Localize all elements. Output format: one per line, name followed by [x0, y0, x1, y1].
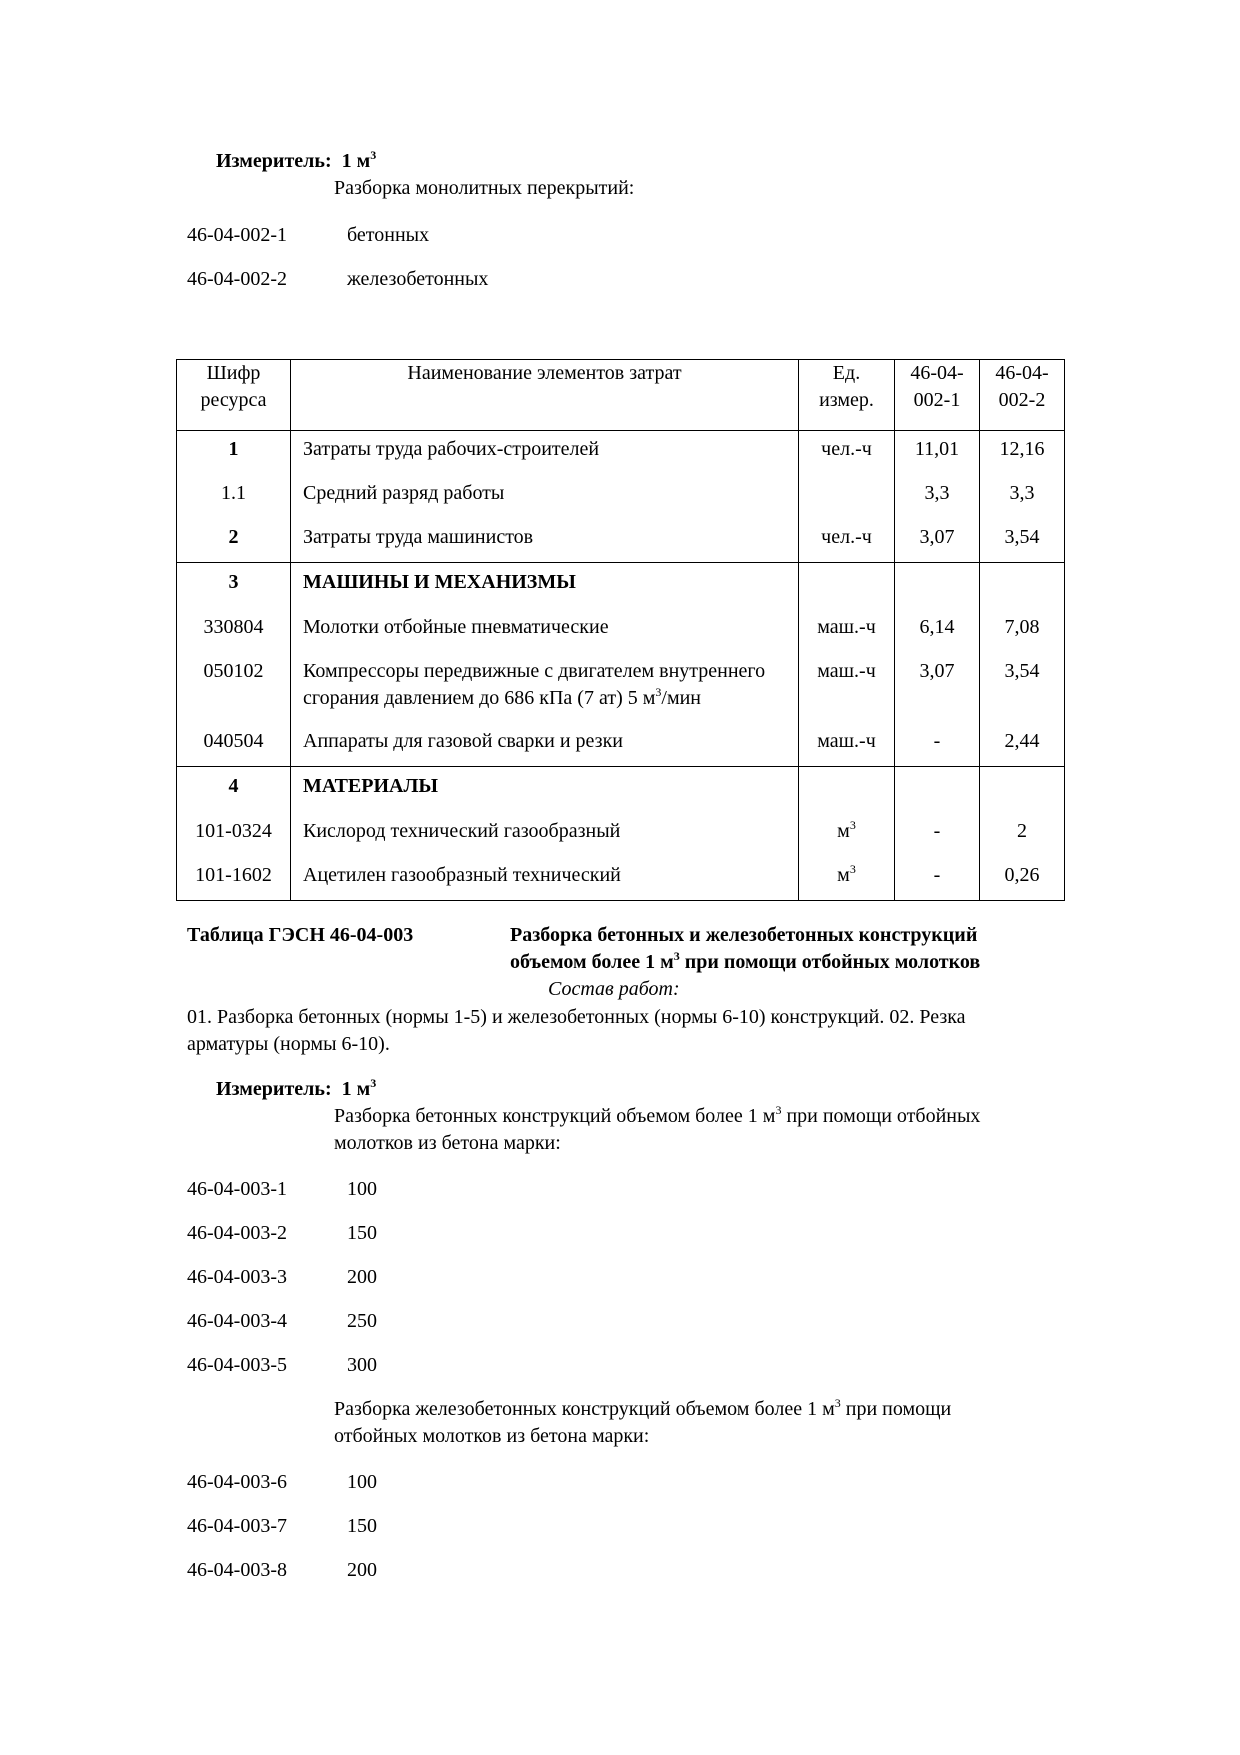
measure-value: 1 м [341, 150, 371, 172]
norm-value: 250 [347, 1310, 377, 1332]
norm-code: 46-04-002-1 [187, 224, 287, 246]
group2-text: Разборка железобетонных конструкций объемом более 1 м [334, 1398, 835, 1420]
header-unit-line: Ед. [832, 362, 861, 384]
cell-value-2: 12,16 [980, 431, 1065, 475]
cell-unit [799, 475, 895, 519]
cell-unit-text: м [837, 863, 850, 886]
header-name: Наименование элементов затрат [291, 360, 799, 431]
cell-value-1: 3,07 [895, 653, 980, 723]
cell-code: 050102 [177, 653, 291, 723]
table-row [177, 519, 1065, 563]
norm-value: 200 [347, 1266, 377, 1288]
cell-name: Средний разряд работы [291, 475, 799, 519]
header-unit [799, 360, 895, 431]
cell-value-2: 3,54 [980, 519, 1065, 563]
table-header-row [177, 360, 1065, 431]
title-tail: при помощи отбойных молотков [679, 951, 981, 973]
cell-name-sup: 3 [655, 684, 662, 699]
cell-value-2: 3,3 [980, 475, 1065, 519]
measure-line-2 [216, 1076, 376, 1103]
table-title-line-1: Разборка бетонных и железобетонных конструкций [510, 924, 978, 946]
cell-name: МАШИНЫ И МЕХАНИЗМЫ [291, 563, 799, 609]
cell-value-2: 2,44 [980, 723, 1065, 767]
group1-title-line-2: молотков из бетона марки: [334, 1132, 561, 1154]
norm-code: 46-04-003-5 [187, 1354, 287, 1376]
measure-sup: 3 [370, 148, 377, 162]
group1-tail: при помощи отбойных [781, 1105, 981, 1127]
table-row [177, 475, 1065, 519]
group1-sup: 3 [775, 1103, 782, 1117]
cell-code: 4 [177, 767, 291, 813]
norm-code: 46-04-003-6 [187, 1471, 287, 1493]
norm-code: 46-04-003-3 [187, 1266, 287, 1288]
table-row [177, 723, 1065, 767]
cell-value-2 [980, 563, 1065, 609]
cell-unit: маш.-ч [799, 723, 895, 767]
header-unit-line: измер. [819, 389, 874, 411]
cell-name-tail: /мин [661, 686, 702, 709]
norm-value: 150 [347, 1515, 377, 1537]
measure-label: Измеритель: [216, 1078, 332, 1100]
norm-value: 100 [347, 1178, 377, 1200]
composition-line-1: 01. Разборка бетонных (нормы 1-5) и железобетонных (нормы 6-10) конструкций. 02. Резка [187, 1006, 966, 1028]
cell-value-2: 0,26 [980, 857, 1065, 901]
norm-code: 46-04-003-1 [187, 1178, 287, 1200]
cell-name: Кислород технический газообразный [291, 813, 799, 857]
cell-value-1 [895, 767, 980, 813]
cell-value-2 [980, 767, 1065, 813]
measure-line-1 [216, 148, 376, 175]
table-title-line-2 [510, 949, 980, 976]
cell-name-text: Компрессоры передвижные с двигателем внутреннего сгорания давлением до 686 кПа (7 ат) 5 м [303, 659, 766, 709]
header-code-line: ресурса [200, 389, 267, 411]
cell-code: 040504 [177, 723, 291, 767]
table-row [177, 653, 1065, 723]
norm-code: 46-04-003-8 [187, 1559, 287, 1581]
cell-value-2: 7,08 [980, 609, 1065, 653]
cell-name [291, 653, 799, 723]
header-col1-line: 46-04- [910, 362, 964, 384]
cell-code: 101-0324 [177, 813, 291, 857]
norm-name: железобетонных [347, 268, 489, 290]
norm-code: 46-04-003-2 [187, 1222, 287, 1244]
cell-unit-text: м [837, 819, 850, 842]
composition-label: Состав работ: [548, 978, 680, 1000]
group2-sup: 3 [834, 1396, 841, 1410]
table-row [177, 563, 1065, 609]
cell-unit: чел.-ч [799, 431, 895, 475]
cell-value-1: 11,01 [895, 431, 980, 475]
group1-title-line-1 [334, 1103, 980, 1130]
cell-unit [799, 563, 895, 609]
norm-code: 46-04-003-4 [187, 1310, 287, 1332]
table-row [177, 767, 1065, 813]
cell-unit [799, 813, 895, 857]
cell-name: Молотки отбойные пневматические [291, 609, 799, 653]
cell-unit-sup: 3 [849, 861, 856, 876]
norm-name: бетонных [347, 224, 430, 246]
norm-value: 300 [347, 1354, 377, 1376]
norm-value: 200 [347, 1559, 377, 1581]
header-col1 [895, 360, 980, 431]
cell-name: Затраты труда рабочих-строителей [291, 431, 799, 475]
header-col2-line: 002-2 [998, 389, 1046, 411]
cell-code: 1.1 [177, 475, 291, 519]
measure-value: 1 м [341, 1078, 371, 1100]
section1-title: Разборка монолитных перекрытий: [334, 177, 635, 199]
cell-value-2: 3,54 [980, 653, 1065, 723]
resource-table [176, 359, 1065, 901]
cell-unit [799, 857, 895, 901]
table-row [177, 813, 1065, 857]
cell-code: 101-1602 [177, 857, 291, 901]
cell-unit: маш.-ч [799, 653, 895, 723]
cell-unit [799, 767, 895, 813]
cell-code: 330804 [177, 609, 291, 653]
group2-tail: при помощи [840, 1398, 952, 1420]
norm-code: 46-04-002-2 [187, 268, 287, 290]
cell-name: Затраты труда машинистов [291, 519, 799, 563]
title-text: объемом более 1 м [510, 951, 674, 973]
header-code [177, 360, 291, 431]
table-label: Таблица ГЭСН 46-04-003 [187, 924, 414, 946]
cell-code: 2 [177, 519, 291, 563]
cell-value-1 [895, 563, 980, 609]
header-col2 [980, 360, 1065, 431]
cell-value-1: - [895, 813, 980, 857]
cell-unit: чел.-ч [799, 519, 895, 563]
cell-value-1: - [895, 723, 980, 767]
cell-value-1: 3,07 [895, 519, 980, 563]
title-sup: 3 [673, 949, 680, 963]
norm-value: 150 [347, 1222, 377, 1244]
table-row [177, 609, 1065, 653]
group2-title-line-1 [334, 1396, 951, 1423]
norm-code: 46-04-003-7 [187, 1515, 287, 1537]
group1-text: Разборка бетонных конструкций объемом более 1 м [334, 1105, 776, 1127]
cell-name: Ацетилен газообразный технический [291, 857, 799, 901]
cell-unit-sup: 3 [849, 817, 856, 832]
table-row [177, 431, 1065, 475]
header-col2-line: 46-04- [995, 362, 1049, 384]
cell-value-1: - [895, 857, 980, 901]
header-col1-line: 002-1 [913, 389, 961, 411]
table-row [177, 857, 1065, 901]
cell-value-2: 2 [980, 813, 1065, 857]
cell-code: 3 [177, 563, 291, 609]
cell-name: МАТЕРИАЛЫ [291, 767, 799, 813]
measure-label: Измеритель: [216, 150, 332, 172]
cell-value-1: 6,14 [895, 609, 980, 653]
cell-unit: маш.-ч [799, 609, 895, 653]
norm-value: 100 [347, 1471, 377, 1493]
composition-line-2: арматуры (нормы 6-10). [187, 1033, 390, 1055]
cell-name: Аппараты для газовой сварки и резки [291, 723, 799, 767]
cell-code: 1 [177, 431, 291, 475]
measure-sup: 3 [370, 1076, 377, 1090]
header-code-line: Шифр [206, 362, 261, 384]
group2-title-line-2: отбойных молотков из бетона марки: [334, 1425, 650, 1447]
cell-value-1: 3,3 [895, 475, 980, 519]
